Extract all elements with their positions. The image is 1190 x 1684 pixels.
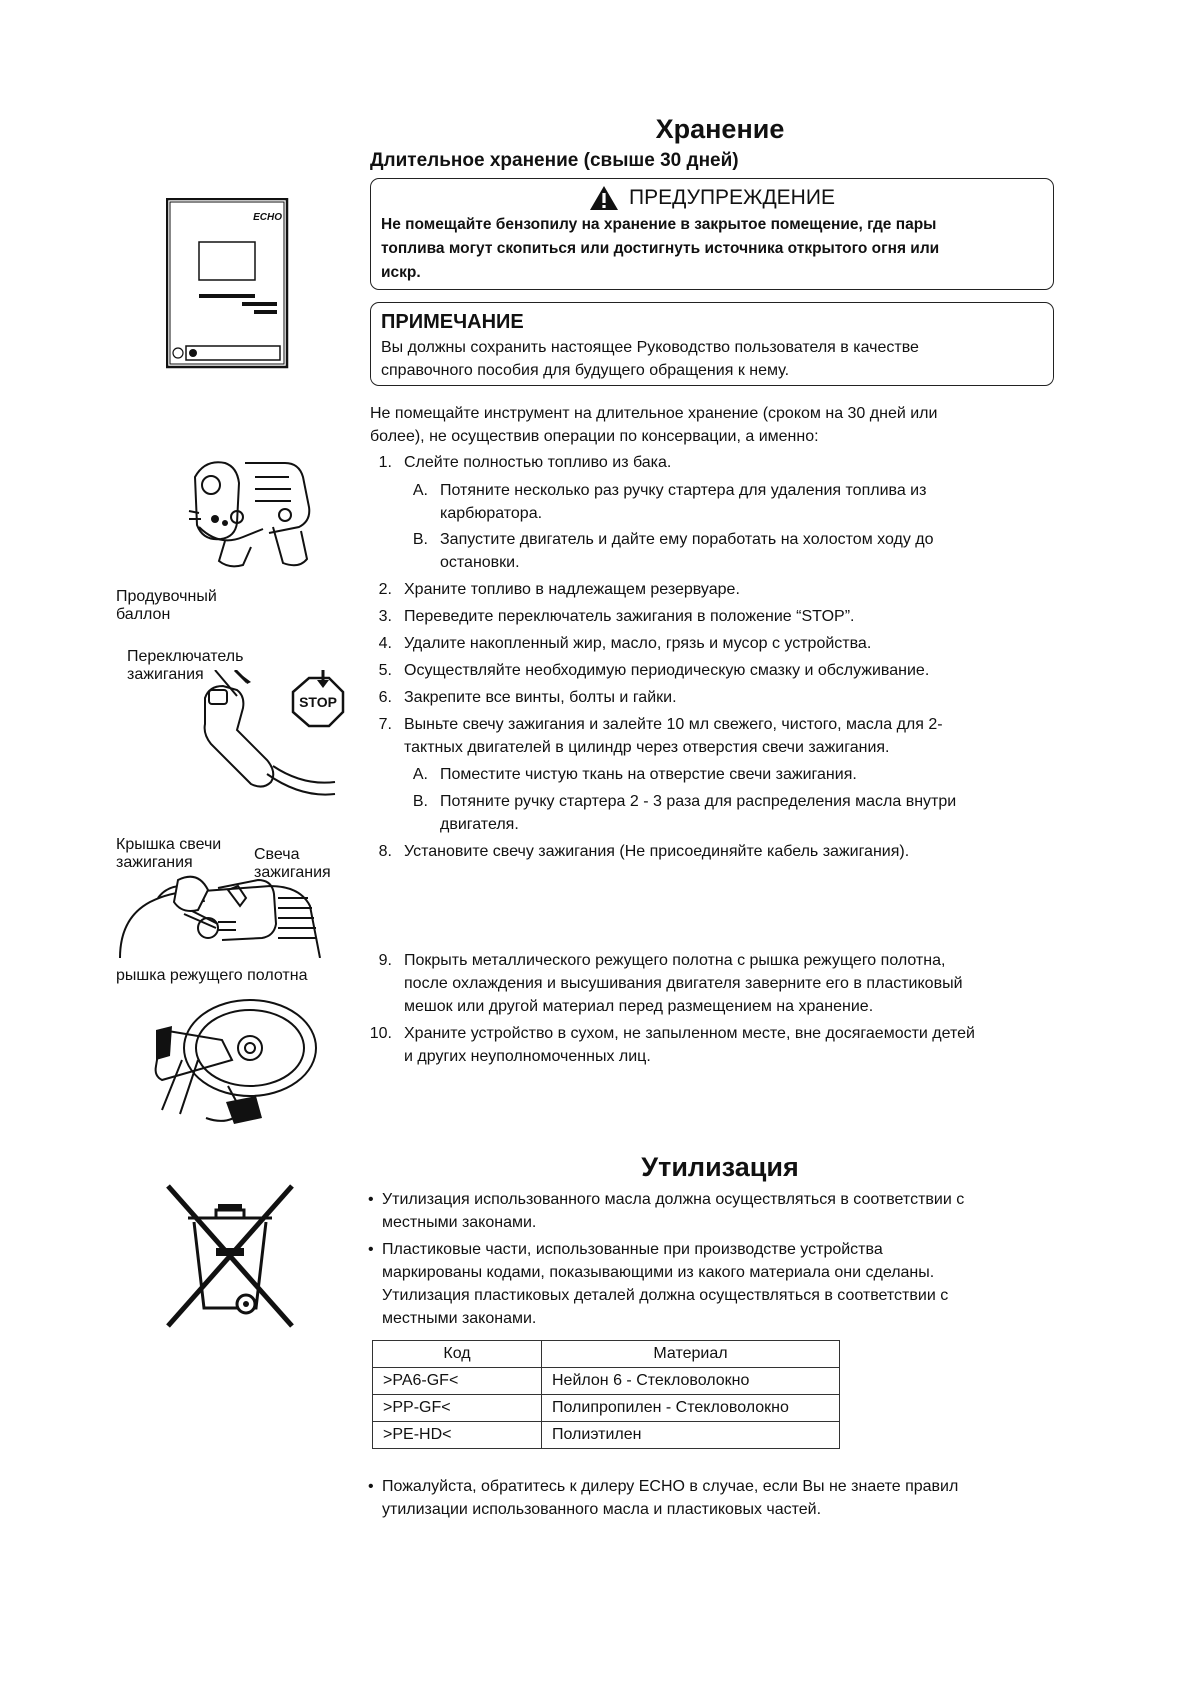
step-line: после охлаждения и высушивания двигателя заверните его в пластиковый xyxy=(404,975,963,992)
manual-booklet-illustration xyxy=(166,198,290,370)
storage-subtitle: Длительное хранение (свыше 30 дней) xyxy=(370,150,739,171)
bullet-line: маркированы кодами, показывающими из какого материала они сделаны. xyxy=(382,1264,935,1281)
caption-line: зажигания xyxy=(254,864,331,881)
certification-icon xyxy=(189,349,197,357)
step-line: Покрыть металлического режущего полотна с рышка режущего полотна, xyxy=(404,952,946,969)
step-text xyxy=(404,1022,975,1068)
step-number: A. xyxy=(412,482,428,499)
bullet-text xyxy=(368,1475,1068,1521)
step-number: 8. xyxy=(378,843,392,860)
stop-sign-label: STOP xyxy=(299,694,337,710)
step-line: и других неуполномоченных лиц. xyxy=(404,1048,651,1065)
warning-line: топлива могут скопиться или достигнуть источника открытого огня или xyxy=(381,240,940,257)
caption-line: Крышка свечи xyxy=(116,836,222,853)
step-text xyxy=(404,605,855,628)
intro-line: Не помещайте инструмент на длительное хранение (сроком на 30 дней или xyxy=(370,405,938,422)
blade-cover-illustration xyxy=(142,990,322,1130)
step-line: Запустите двигатель и дайте ему поработать на холостом ходу до xyxy=(440,531,934,548)
note-line: справочного пособия для будущего обращения к нему. xyxy=(381,362,790,379)
step-number: 2. xyxy=(378,581,392,598)
note-line: Вы должны сохранить настоящее Руководство пользователя в качестве xyxy=(381,339,919,356)
warning-triangle-icon xyxy=(589,185,619,211)
step-number: 3. xyxy=(378,608,392,625)
step-line: Храните топливо в надлежащем резервуаре. xyxy=(404,581,740,598)
step-line: Удалите накопленный жир, масло, грязь и мусор с устройства. xyxy=(404,635,872,652)
storage-title: Хранение xyxy=(655,114,785,144)
step-line: Потяните ручку стартера 2 - 3 раза для распределения масла внутри xyxy=(440,793,957,810)
step-text xyxy=(440,790,956,836)
caption-spark-plug-cap xyxy=(116,836,221,872)
caption-blade-cover: рышка режущего полотна xyxy=(116,967,308,984)
step-text xyxy=(404,686,677,709)
table-cell-material: Нейлон 6 - Стекловолокно xyxy=(542,1368,840,1395)
table-cell-material: Полипропилен - Стекловолокно xyxy=(542,1395,840,1422)
disposal-final-bullet xyxy=(368,1475,1068,1521)
step-number: 5. xyxy=(378,662,392,679)
bullet-dot: • xyxy=(368,1241,374,1258)
warning-box xyxy=(370,178,1054,290)
step-line: Переведите переключатель зажигания в положение “STOP”. xyxy=(404,608,855,625)
warning-header xyxy=(371,185,1053,211)
caption-line: зажигания xyxy=(127,666,204,683)
bullet-dot: • xyxy=(368,1191,374,1208)
bullet-text xyxy=(368,1188,1068,1234)
bullet-text xyxy=(368,1238,1068,1330)
step-line: Храните устройство в сухом, не запыленном месте, вне досягаемости детей xyxy=(404,1025,975,1042)
bullet-line: местными законами. xyxy=(382,1310,537,1327)
step-line: двигателя. xyxy=(440,816,519,833)
step-text xyxy=(404,578,740,601)
step-text xyxy=(440,528,934,574)
step-text xyxy=(440,479,926,525)
echo-logo: ECHO xyxy=(253,212,282,223)
step-number: B. xyxy=(412,793,428,810)
table-cell-code: >PP-GF< xyxy=(373,1395,542,1422)
step-line: Поместите чистую ткань на отверстие свечи зажигания. xyxy=(440,766,857,783)
table-cell-code: >PA6-GF< xyxy=(373,1368,542,1395)
step-number: 7. xyxy=(378,716,392,733)
step-text xyxy=(404,949,963,1018)
caption-line: Переключатель xyxy=(127,648,244,665)
step-text xyxy=(440,763,857,786)
bullet-dot: • xyxy=(368,1478,374,1495)
step-line: Потяните несколько раз ручку стартера для удаления топлива из xyxy=(440,482,927,499)
table-header-row xyxy=(373,1341,840,1368)
step-number: 10. xyxy=(369,1025,392,1042)
table-header-code: Код xyxy=(373,1341,542,1368)
step-number: 9. xyxy=(378,952,392,969)
bullet-line: местными законами. xyxy=(382,1214,537,1231)
materials-table xyxy=(372,1340,840,1449)
primer-bulb-illustration xyxy=(185,457,325,577)
note-text xyxy=(371,334,1053,384)
step-number: 4. xyxy=(378,635,392,652)
warning-line: Не помещайте бензопилу на хранение в закрытое помещение, где пары xyxy=(381,216,937,233)
recycle-bin-crossed-icon xyxy=(160,1178,300,1338)
step-line: Слейте полностью топливо из бака. xyxy=(404,454,672,471)
step-text xyxy=(404,632,871,655)
disposal-bullet xyxy=(368,1188,1068,1234)
step-line: мешок или другой материал перед размещением на хранение. xyxy=(404,998,874,1015)
bullet-line: утилизации использованного масла и пластиковых частей. xyxy=(382,1501,822,1518)
step-line: Установите свечу зажигания (Не присоединяйте кабель зажигания). xyxy=(404,843,910,860)
warning-line: искр. xyxy=(381,264,421,281)
step-line: Осуществляйте необходимую периодическую смазку и обслуживание. xyxy=(404,662,930,679)
table-row xyxy=(373,1422,840,1449)
caption-line: зажигания xyxy=(116,854,193,871)
step-text xyxy=(404,840,909,863)
step-text xyxy=(404,659,929,682)
step-line: карбюратора. xyxy=(440,505,543,522)
step-text xyxy=(404,451,671,474)
step-number: 6. xyxy=(378,689,392,706)
step-line: тактных двигателей в цилиндр через отверстия свечи зажигания. xyxy=(404,739,890,756)
step-line: остановки. xyxy=(440,554,520,571)
note-box xyxy=(370,302,1054,386)
ignition-switch-illustration xyxy=(195,670,355,800)
caption-line: Продувочный xyxy=(116,588,217,605)
caption-line: Свеча xyxy=(254,846,300,863)
intro-line: более), не осуществив операции по консервации, а именно: xyxy=(370,428,819,445)
table-row xyxy=(373,1395,840,1422)
caption-line: баллон xyxy=(116,606,171,623)
spark-plug-illustration xyxy=(118,868,358,958)
bullet-line: Утилизация пластиковых деталей должна осуществляться в соответствии с xyxy=(382,1287,949,1304)
step-line: Закрепите все винты, болты и гайки. xyxy=(404,689,677,706)
warning-title: ПРЕДУПРЕЖДЕНИЕ xyxy=(629,186,835,209)
note-title: ПРИМЕЧАНИЕ xyxy=(381,311,524,333)
table-cell-material: Полиэтилен xyxy=(542,1422,840,1449)
table-row xyxy=(373,1368,840,1395)
warning-text xyxy=(371,213,1053,285)
step-number: 1. xyxy=(378,454,392,471)
table-header-material: Материал xyxy=(542,1341,840,1368)
table-cell-code: >PE-HD< xyxy=(373,1422,542,1449)
intro-paragraph xyxy=(370,402,937,448)
caption-primer-bulb xyxy=(116,588,217,624)
step-number: B. xyxy=(412,531,428,548)
bullet-line: Пожалуйста, обратитесь к дилеру ECHO в случае, если Вы не знаете правил xyxy=(382,1478,959,1495)
step-text xyxy=(404,713,943,759)
step-line: Выньте свечу зажигания и залейте 10 мл свежего, чистого, масла для 2- xyxy=(404,716,943,733)
disposal-bullet xyxy=(368,1238,1068,1330)
step-number: A. xyxy=(412,766,428,783)
bullet-line: Утилизация использованного масла должна осуществляться в соответствии с xyxy=(382,1191,965,1208)
disposal-title: Утилизация xyxy=(641,1152,799,1182)
bullet-line: Пластиковые части, использованные при производстве устройства xyxy=(382,1241,883,1258)
